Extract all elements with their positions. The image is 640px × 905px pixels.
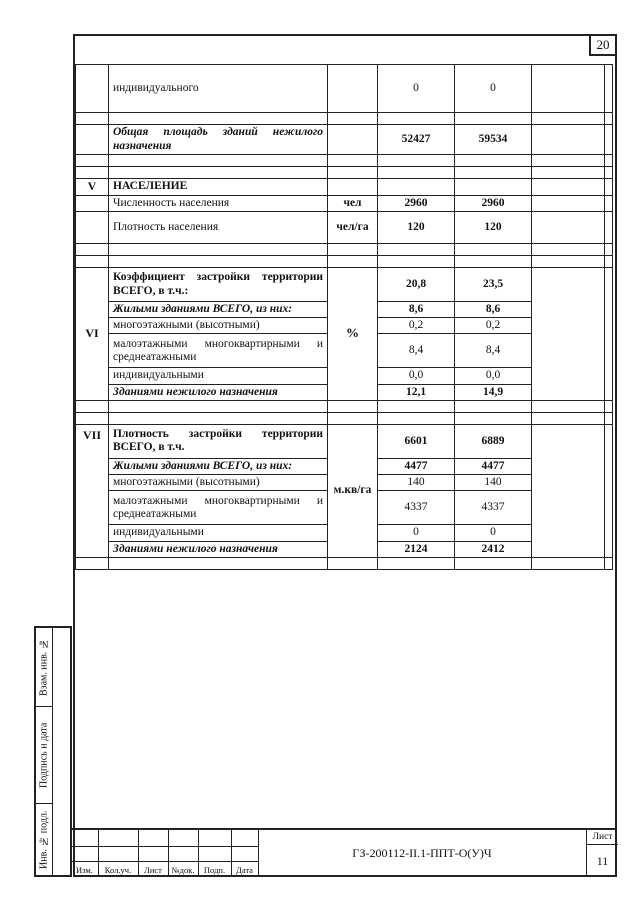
value-2: 4477 <box>455 458 532 474</box>
value-1: 8,6 <box>378 302 455 318</box>
value-2: 0,2 <box>455 318 532 334</box>
col-izm: Изм. <box>76 865 93 875</box>
value-1: 12,1 <box>378 384 455 400</box>
col-kol-uch: Кол.уч. <box>104 865 132 875</box>
unit: м.кв/га <box>328 424 378 557</box>
vzam-inv-label: Взам. инв. № <box>38 638 50 696</box>
section-header <box>76 179 613 196</box>
row-label: Общая площадь зданий нежилого назначения <box>109 125 328 155</box>
value-2: 23,5 <box>455 268 532 302</box>
indicators-table <box>75 64 613 570</box>
col-ndok: №док. <box>171 865 195 875</box>
section-title: НАСЕЛЕНИЕ <box>109 179 328 196</box>
section-number: VII <box>76 424 109 557</box>
row-label: Зданиями нежилого назначения <box>109 541 328 557</box>
value-2: 0,0 <box>455 368 532 384</box>
row-label: Жилыми зданиями ВСЕГО, из них: <box>109 458 328 474</box>
sheet-box <box>586 830 618 877</box>
value-1: 2124 <box>378 541 455 557</box>
section-header <box>76 268 613 302</box>
unit: чел/га <box>328 212 378 244</box>
value-1: 8,4 <box>378 334 455 368</box>
sheet-label: Лист <box>587 830 618 845</box>
col-data: Дата <box>236 865 253 875</box>
row-label: многоэтажными (высотными) <box>109 318 328 334</box>
value-2: 2960 <box>455 195 532 211</box>
row-label: малоэтажными многоквартирными и среднеатажными <box>109 491 328 525</box>
value-1: 52427 <box>378 125 455 155</box>
unit: чел <box>328 195 378 211</box>
value-1: 0,2 <box>378 318 455 334</box>
value-2: 120 <box>455 212 532 244</box>
value-2: 59534 <box>455 125 532 155</box>
col-list: Лист <box>144 865 162 875</box>
value-1: 120 <box>378 212 455 244</box>
row-label: Плотность населения <box>109 212 328 244</box>
table-row <box>76 125 613 155</box>
value-1: 2960 <box>378 195 455 211</box>
title-block <box>71 828 617 877</box>
value-2: 140 <box>455 475 532 491</box>
row-label: Зданиями нежилого назначения <box>109 384 328 400</box>
section-title: Коэффициент застройки территории ВСЕГО, в т.ч.: <box>109 268 328 302</box>
podpis-data-label: Подпись и дата <box>38 722 50 788</box>
sheet-number: 11 <box>596 853 609 868</box>
section-header <box>76 424 613 458</box>
row-label: индивидуальными <box>109 368 328 384</box>
side-stamp <box>34 626 72 877</box>
value-2: 6889 <box>455 424 532 458</box>
col-podp: Подп. <box>203 865 226 875</box>
page-number: 20 <box>589 34 617 56</box>
row-label: малоэтажными многоквартирными и среднеатажными <box>109 334 328 368</box>
value-1: 140 <box>378 475 455 491</box>
value-1: 20,8 <box>378 268 455 302</box>
document-code: ГЗ-200112-II.1-ППТ-О(У)Ч <box>352 846 492 860</box>
unit: % <box>328 268 378 401</box>
value-2: 8,6 <box>455 302 532 318</box>
value-1: 0 <box>378 525 455 541</box>
value-2: 0 <box>455 525 532 541</box>
value-2: 4337 <box>455 491 532 525</box>
row-label: многоэтажными (высотными) <box>109 475 328 491</box>
inv-podl-label: Инв. № подл. <box>38 810 50 870</box>
value-1: 6601 <box>378 424 455 458</box>
row-label: Численность населения <box>109 195 328 211</box>
value-1: 0 <box>378 65 455 113</box>
row-label: индивидуального <box>109 65 328 113</box>
row-label: индивидуальными <box>109 525 328 541</box>
value-2: 2412 <box>455 541 532 557</box>
table-row <box>76 65 613 113</box>
value-2: 0 <box>455 65 532 113</box>
table-row <box>76 195 613 211</box>
table-row <box>76 212 613 244</box>
value-1: 0,0 <box>378 368 455 384</box>
section-title: Плотность застройки территории ВСЕГО, в т.ч. <box>109 424 328 458</box>
value-2: 14,9 <box>455 384 532 400</box>
row-label: Жилыми зданиями ВСЕГО, из них: <box>109 302 328 318</box>
value-1: 4337 <box>378 491 455 525</box>
section-number: VI <box>76 268 109 401</box>
value-1: 4477 <box>378 458 455 474</box>
section-number: V <box>76 179 109 196</box>
value-2: 8,4 <box>455 334 532 368</box>
